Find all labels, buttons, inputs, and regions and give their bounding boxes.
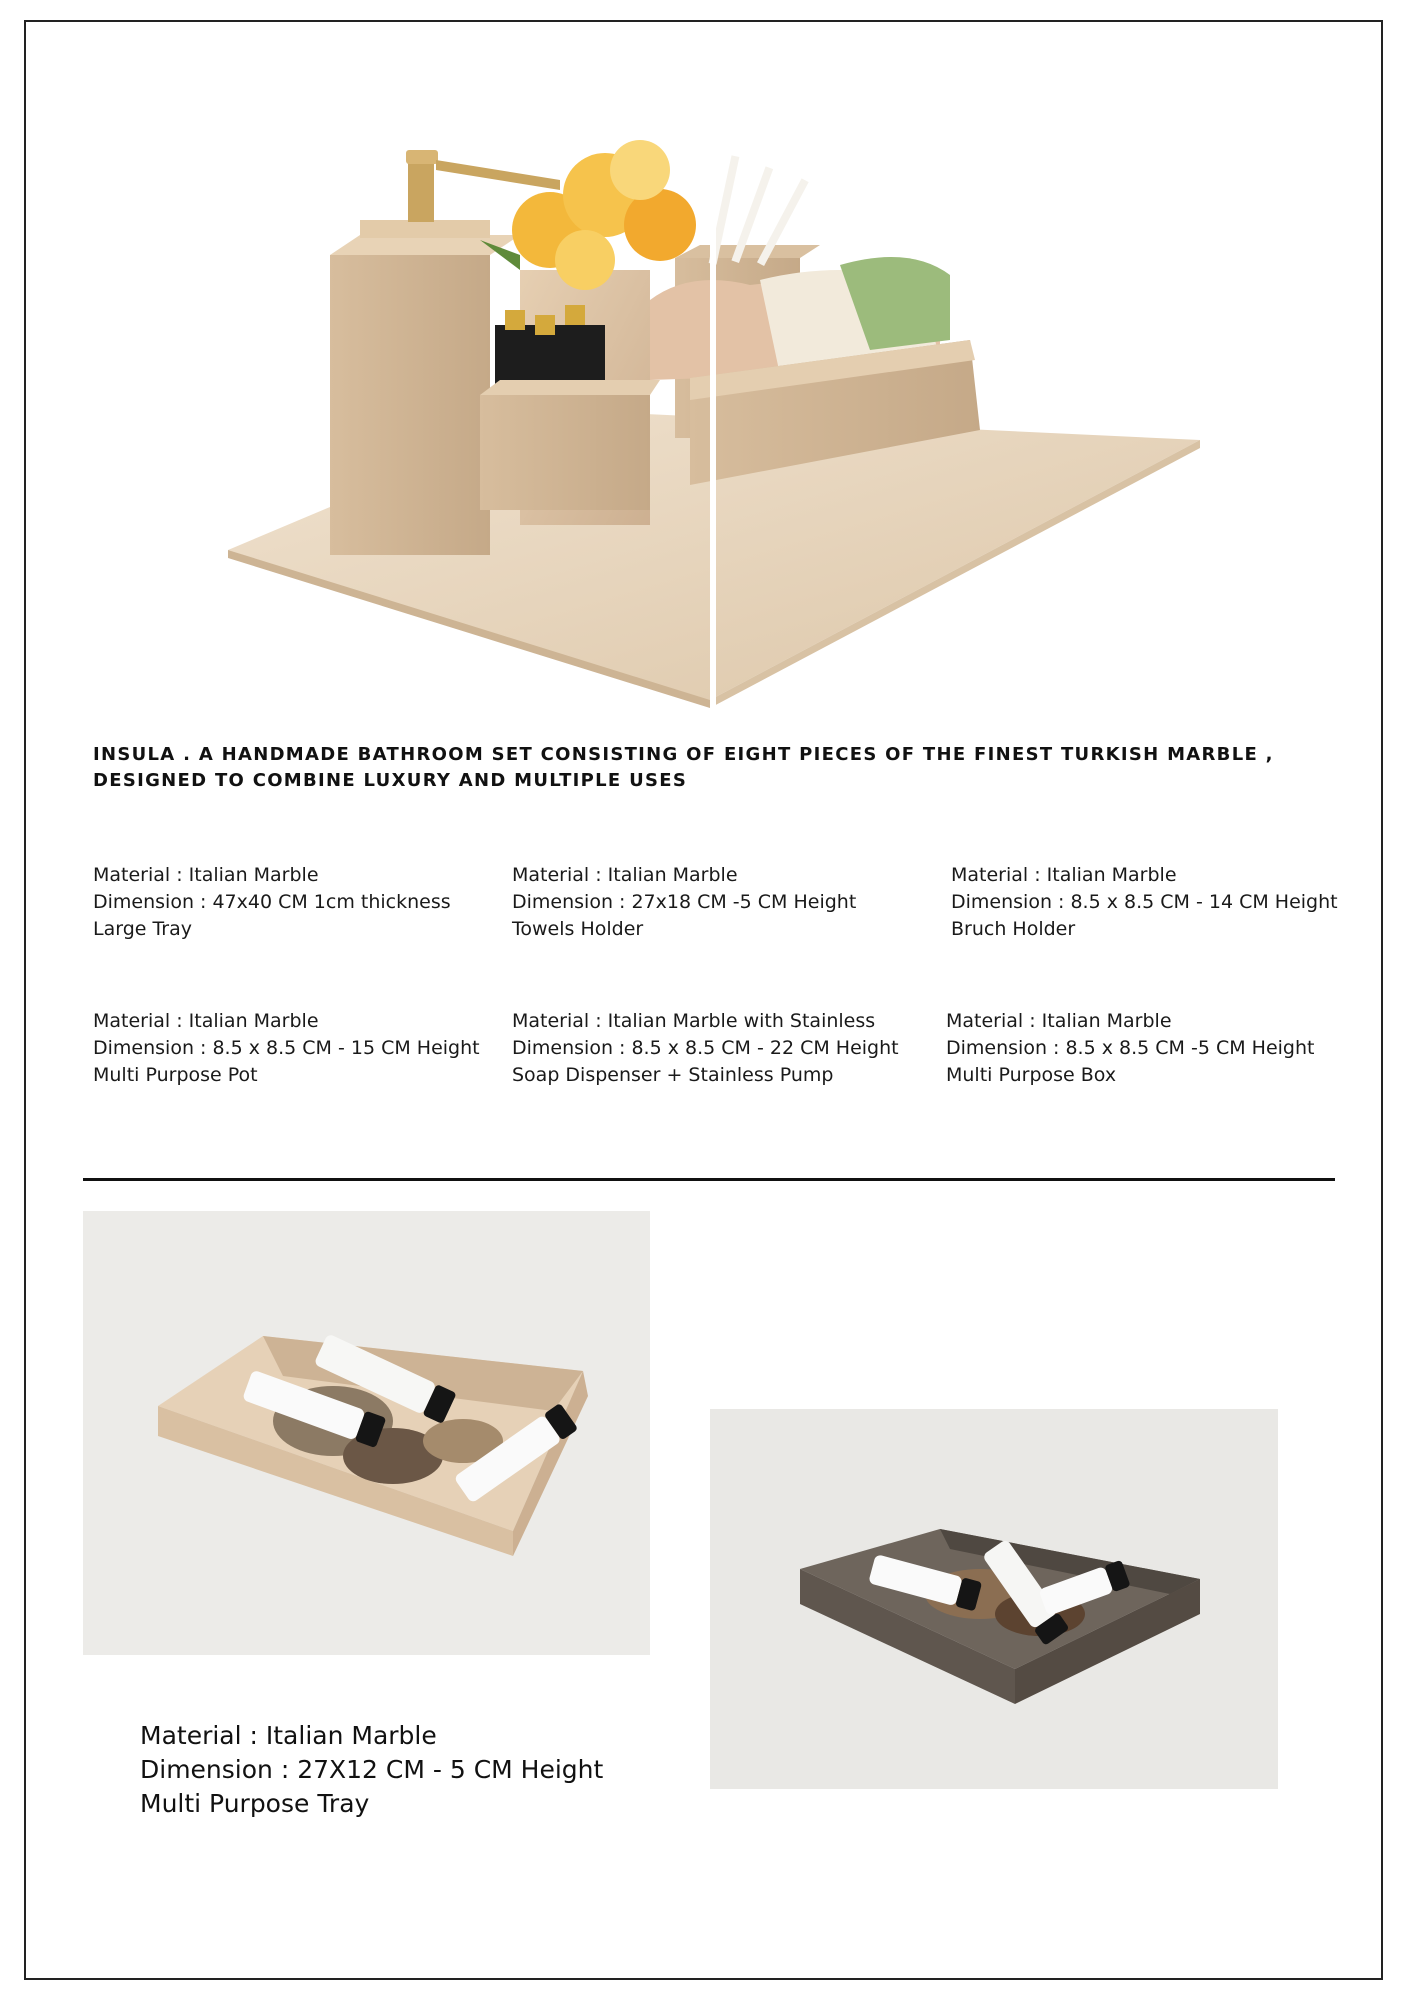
- beige-tray-photo: [83, 1211, 650, 1655]
- spec-material: Material : Italian Marble: [93, 864, 319, 886]
- spec-dimension: Dimension : 27x18 CM -5 CM Height: [512, 891, 857, 913]
- tray-material: Material : Italian Marble: [140, 1721, 437, 1750]
- spec-dimension: Dimension : 8.5 x 8.5 CM - 15 CM Height: [93, 1037, 480, 1059]
- spec-name: Bruch Holder: [951, 918, 1076, 940]
- spec-dimension: Dimension : 8.5 x 8.5 CM - 14 CM Height: [951, 891, 1338, 913]
- spec-name: Multi Purpose Box: [946, 1064, 1117, 1086]
- spec-material: Material : Italian Marble: [946, 1010, 1172, 1032]
- spec-towels-holder: [512, 862, 856, 943]
- dark-tray-photo: [710, 1409, 1278, 1789]
- spec-dimension: Dimension : 8.5 x 8.5 CM - 22 CM Height: [512, 1037, 899, 1059]
- spec-material: Material : Italian Marble with Stainless: [512, 1010, 876, 1032]
- spec-multi-purpose-pot: [93, 1008, 480, 1089]
- spec-dimension: Dimension : 47x40 CM 1cm thickness: [93, 891, 451, 913]
- spec-name: Soap Dispenser + Stainless Pump: [512, 1064, 834, 1086]
- tray-name: Multi Purpose Tray: [140, 1789, 370, 1818]
- headline-line-1: INSULA . A HANDMADE BATHROOM SET CONSISTING OF EIGHT PIECES OF THE FINEST TURKISH MARBLE ,: [93, 744, 1274, 765]
- headline: [93, 742, 1323, 794]
- spec-material: Material : Italian Marble: [951, 864, 1177, 886]
- headline-line-2: DESIGNED TO COMBINE LUXURY AND MULTIPLE USES: [93, 770, 688, 791]
- spec-soap-dispenser: [512, 1008, 899, 1089]
- spec-dimension: Dimension : 8.5 x 8.5 CM -5 CM Height: [946, 1037, 1315, 1059]
- tray-dimension: Dimension : 27X12 CM - 5 CM Height: [140, 1755, 604, 1784]
- bathroom-set-photo: [220, 110, 1210, 710]
- tray-spec: [140, 1719, 603, 1821]
- spec-name: Large Tray: [93, 918, 193, 940]
- spec-name: Towels Holder: [512, 918, 644, 940]
- spec-name: Multi Purpose Pot: [93, 1064, 258, 1086]
- spec-brush-holder: [951, 862, 1338, 943]
- spec-multi-purpose-box: [946, 1008, 1314, 1089]
- divider: [83, 1178, 1335, 1181]
- spec-material: Material : Italian Marble: [512, 864, 738, 886]
- spec-material: Material : Italian Marble: [93, 1010, 319, 1032]
- spec-large-tray: [93, 862, 451, 943]
